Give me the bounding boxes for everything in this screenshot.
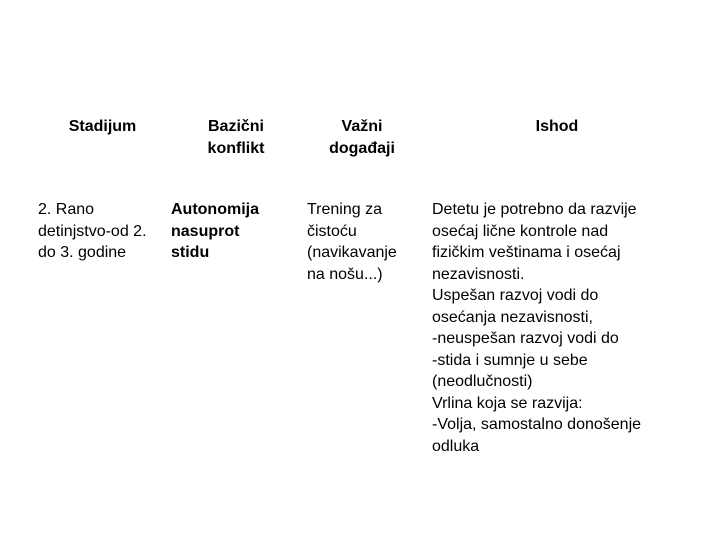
- header-dogadjaji: Važni događaji: [329, 118, 395, 157]
- header-ishod: Ishod: [535, 118, 579, 135]
- cell-ishod: Detetu je potrebno da razvije osećaj lične kontrole nad fizičkim veštinama i osećaj nezavisnosti. Uspešan razvoj vodi do osećanja nezavisnosti, -neuspešan razvoj vodi do -stida i sumnje u sebe (neodlučnosti) Vrlina koja se razvija: -Volja, samostalno donošenje odluka: [432, 201, 642, 455]
- cell-konflikt: Autonomija nasuprot stidu: [171, 201, 259, 261]
- header-stadijum: Stadijum: [68, 118, 137, 135]
- header-konflikt: Bazični konflikt: [207, 118, 265, 157]
- cell-stadijum: 2. Rano detinjstvo-od 2. do 3. godine: [38, 201, 147, 261]
- cell-dogadjaji: Trening za čistoću (navikavanje na nošu...): [307, 201, 397, 283]
